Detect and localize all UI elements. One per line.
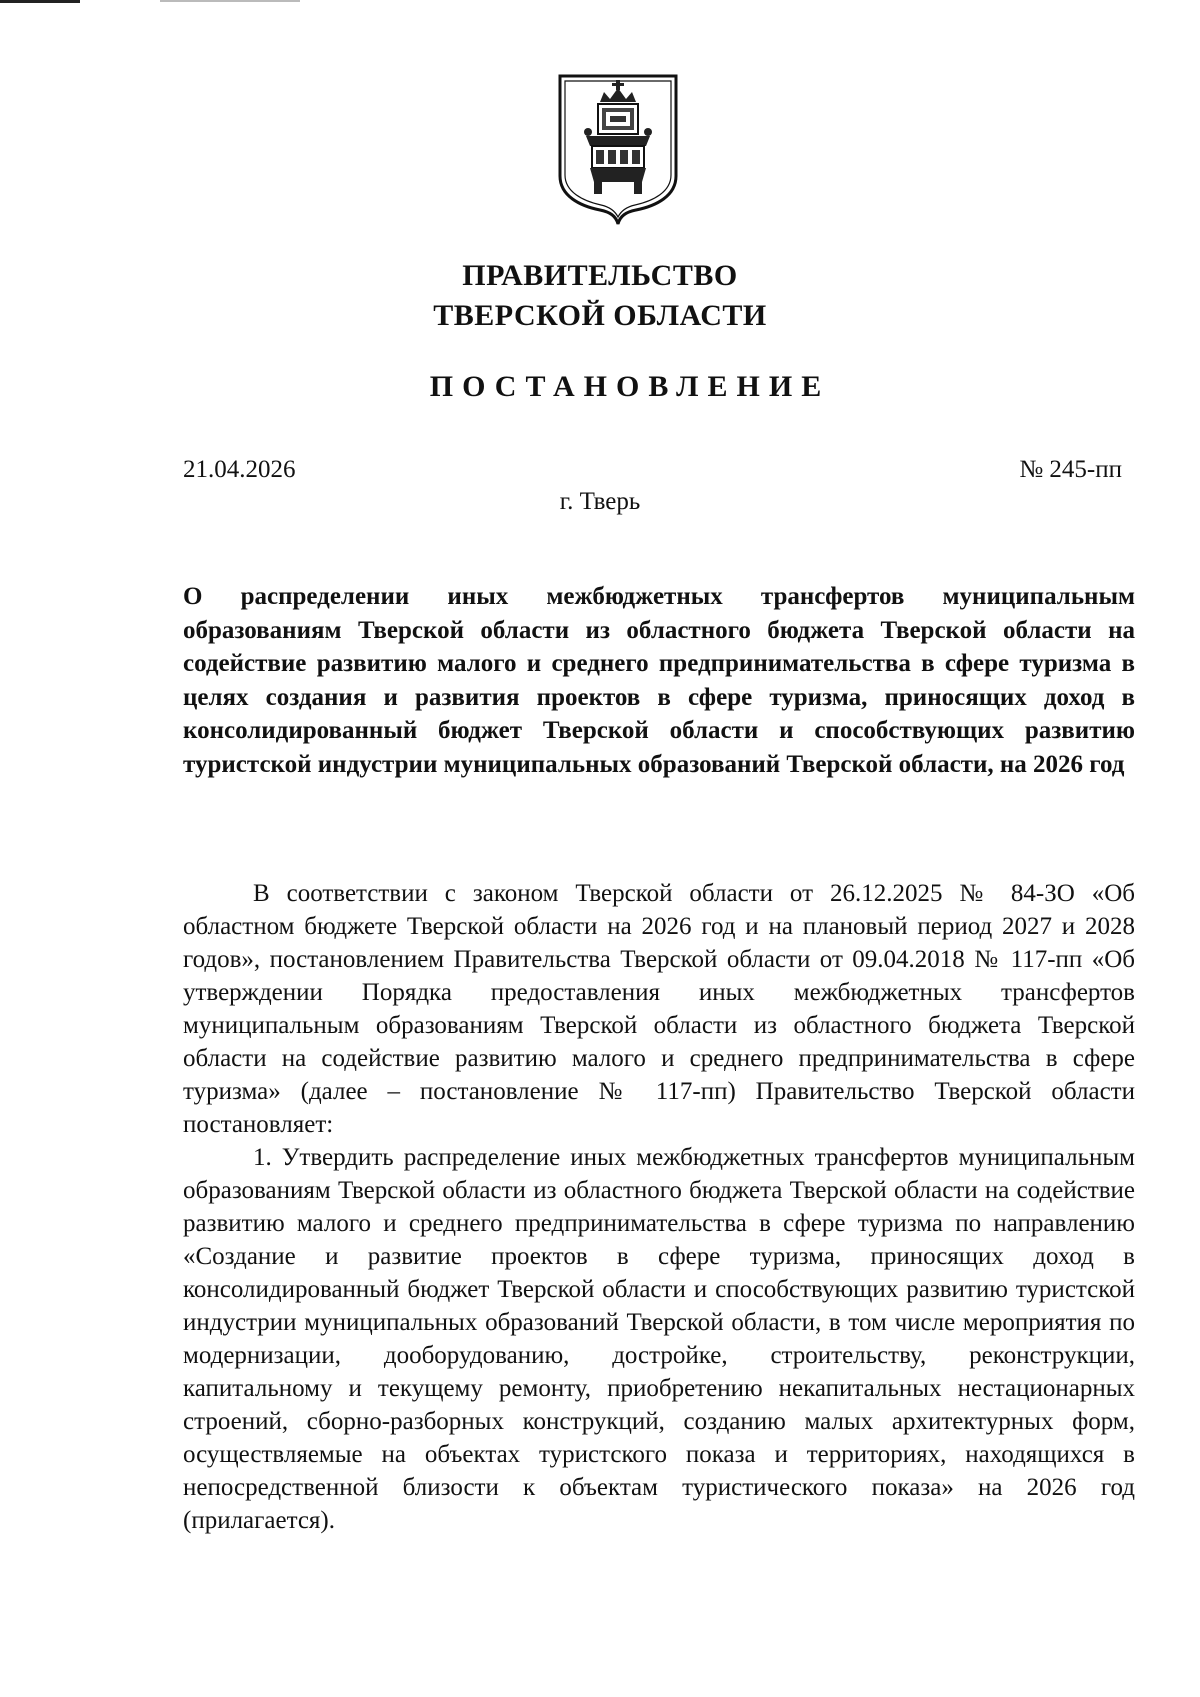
scan-artifact [0, 0, 80, 3]
tver-coat-of-arms-icon [556, 72, 680, 228]
document-city: г. Тверь [559, 488, 641, 515]
document-title: О распределении иных межбюджетных трансфертов муниципальным образованиям Тверской области из областного бюджета Тверской области на содействие развитию малого и среднего предпринимательства в сфере туризма в целях создания и развития проектов в сфере туризма, приносящих доход в консолидированный бюджет Тверской области и способствующих развитию туристской индустрии муниципальных образований Тверской области, на 2026 год [183, 583, 1135, 778]
scan-artifact [160, 0, 300, 2]
item-1-paragraph: 1. Утвердить распределение иных межбюджетных трансфертов муниципальным образованиям Тверской области из областного бюджета Тверской области на содействие развитию малого и среднего предпринимательства в сфере туризма по направлению «Создание и развитие проектов в сфере туризма, приносящих доход в консолидированный бюджет Тверской области и способствующих развитию туристской индустрии муниципальных образований Тверской области, в том числе мероприятия по модернизации, дооборудованию, достройке, строительству, реконструкции, капитальному и текущему ремонту, приобретению некапитальных нестационарных строений, сборно-разборных конструкций, созданию малых архитектурных форм, осуществляемые на объектах туристского показа и территориях, находящихся в непосредственной близости к объектам туристического показа» на 2026 год (прилагается). [183, 1144, 1135, 1534]
document-type: ПОСТАНОВЛЕНИЕ [429, 370, 831, 403]
document-date: 21.04.2026 [183, 456, 296, 483]
government-name-line1: ПРАВИТЕЛЬСТВО [462, 259, 738, 292]
document-body [183, 877, 1135, 1537]
document-number: № 245-пп [1019, 456, 1122, 483]
preamble-paragraph: В соответствии с законом Тверской области от 26.12.2025 № 84-ЗО «Об областном бюджете Тверской области на 2026 год и на плановый период 2027 и 2028 годов», постановлением Правительства Тверской области от 09.04.2018 № 117-пп «Об утверждении Порядка предоставления иных межбюджетных трансфертов муниципальным образованиям Тверской области из областного бюджета Тверской области на содействие развитию малого и среднего предпринимательства в сфере туризма» (далее – постановление № 117-пп) Правительство Тверской области постановляет: [183, 880, 1135, 1138]
government-name [0, 256, 1200, 336]
government-name-line2: ТВЕРСКОЙ ОБЛАСТИ [433, 299, 767, 332]
